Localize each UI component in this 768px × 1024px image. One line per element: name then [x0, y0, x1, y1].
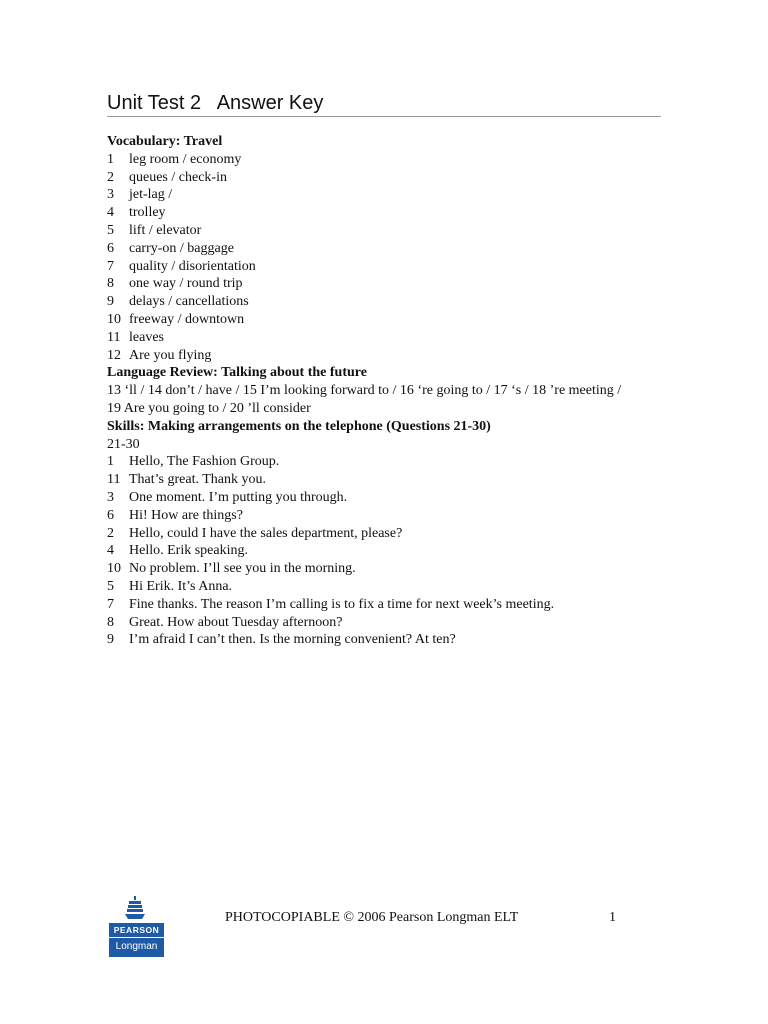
item-text: freeway / downtown: [129, 311, 245, 327]
list-item: [107, 311, 667, 329]
list-item: [107, 578, 667, 596]
item-number: 10: [107, 561, 121, 577]
list-item: [107, 542, 667, 560]
list-item: [107, 169, 667, 187]
item-text: lift / elevator: [129, 222, 202, 238]
logo-box: [109, 923, 164, 957]
language-review-heading: Language Review: Talking about the future: [107, 365, 367, 381]
list-item: [107, 489, 667, 507]
item-number: 11: [107, 329, 121, 345]
item-text: delays / cancellations: [129, 294, 249, 310]
page-number: 1: [609, 910, 616, 925]
skills-list: [107, 453, 667, 649]
list-item: [107, 151, 667, 169]
item-number: 3: [107, 489, 114, 505]
item-number: 9: [107, 294, 114, 310]
list-item: [107, 453, 667, 471]
logo-pearson-text: PEARSON: [109, 923, 164, 938]
item-number: 4: [107, 543, 114, 559]
item-text: No problem. I’ll see you in the morning.: [129, 561, 356, 577]
item-number: 8: [107, 614, 114, 630]
item-number: 8: [107, 276, 114, 292]
language-review-answers-line-1: 13 ‘ll / 14 don’t / have / 15 I’m looking forward to / 16 ‘re going to / 17 ‘s / 18 ’re meeting /: [107, 383, 622, 399]
page-title: Unit Test 2 Answer Key: [107, 92, 324, 114]
item-number: 5: [107, 578, 114, 594]
item-number: 5: [107, 222, 114, 238]
item-number: 11: [107, 472, 121, 488]
item-text: carry-on / baggage: [129, 240, 234, 256]
item-number: 7: [107, 596, 114, 612]
list-item: [107, 258, 667, 276]
item-text: leg room / economy: [129, 151, 242, 167]
item-text: I’m afraid I can’t then. Is the morning convenient? At ten?: [129, 632, 456, 648]
skills-range: 21-30: [107, 436, 140, 452]
item-number: 7: [107, 258, 114, 274]
list-item: [107, 293, 667, 311]
pearson-longman-logo: [109, 893, 164, 957]
skills-heading: Skills: Making arrangements on the telephone (Questions 21-30): [107, 418, 491, 434]
list-item: [107, 631, 667, 649]
list-item: [107, 614, 667, 632]
item-text: one way / round trip: [129, 276, 243, 292]
item-number: 3: [107, 187, 114, 203]
item-text: Are you flying: [129, 347, 212, 363]
item-text: Fine thanks. The reason I’m calling is to fix a time for next week’s meeting.: [129, 596, 555, 612]
item-text: Hi! How are things?: [129, 507, 243, 523]
item-text: Hello. Erik speaking.: [129, 543, 248, 559]
item-text: trolley: [129, 205, 166, 221]
list-item: [107, 471, 667, 489]
item-number: 12: [107, 347, 121, 363]
ship-icon: [109, 893, 164, 923]
list-item: [107, 329, 667, 347]
item-text: jet-lag /: [129, 187, 173, 203]
item-text: queues / check-in: [129, 169, 227, 185]
item-number: 2: [107, 169, 114, 185]
item-text: Great. How about Tuesday afternoon?: [129, 614, 343, 630]
footer-copyright: PHOTOCOPIABLE © 2006 Pearson Longman ELT: [225, 910, 519, 925]
item-text: Hello, could I have the sales department, please?: [129, 525, 403, 541]
list-item: [107, 204, 667, 222]
vocabulary-list: [107, 151, 667, 365]
item-text: One moment. I’m putting you through.: [129, 489, 348, 505]
item-number: 10: [107, 311, 121, 327]
language-review-answers-line-2: 19 Are you going to / 20 ’ll consider: [107, 400, 311, 416]
title-divider: [107, 116, 661, 117]
item-text: That’s great. Thank you.: [129, 472, 266, 488]
logo-longman-text: Longman: [115, 941, 158, 952]
list-item: [107, 275, 667, 293]
answer-key-content: [107, 133, 667, 649]
list-item: [107, 525, 667, 543]
list-item: [107, 347, 667, 365]
item-text: Hi Erik. It’s Anna.: [129, 578, 233, 594]
list-item: [107, 240, 667, 258]
item-number: 6: [107, 240, 114, 256]
item-text: quality / disorientation: [129, 258, 256, 274]
item-text: leaves: [129, 329, 164, 345]
item-number: 2: [107, 525, 114, 541]
item-number: 9: [107, 632, 114, 648]
item-number: 6: [107, 507, 114, 523]
list-item: [107, 507, 667, 525]
list-item: [107, 560, 667, 578]
item-text: Hello, The Fashion Group.: [129, 454, 280, 470]
list-item: [107, 186, 667, 204]
vocabulary-heading: Vocabulary: Travel: [107, 134, 223, 149]
item-number: 1: [107, 454, 114, 470]
item-number: 4: [107, 205, 114, 221]
list-item: [107, 222, 667, 240]
list-item: [107, 596, 667, 614]
item-number: 1: [107, 151, 114, 167]
